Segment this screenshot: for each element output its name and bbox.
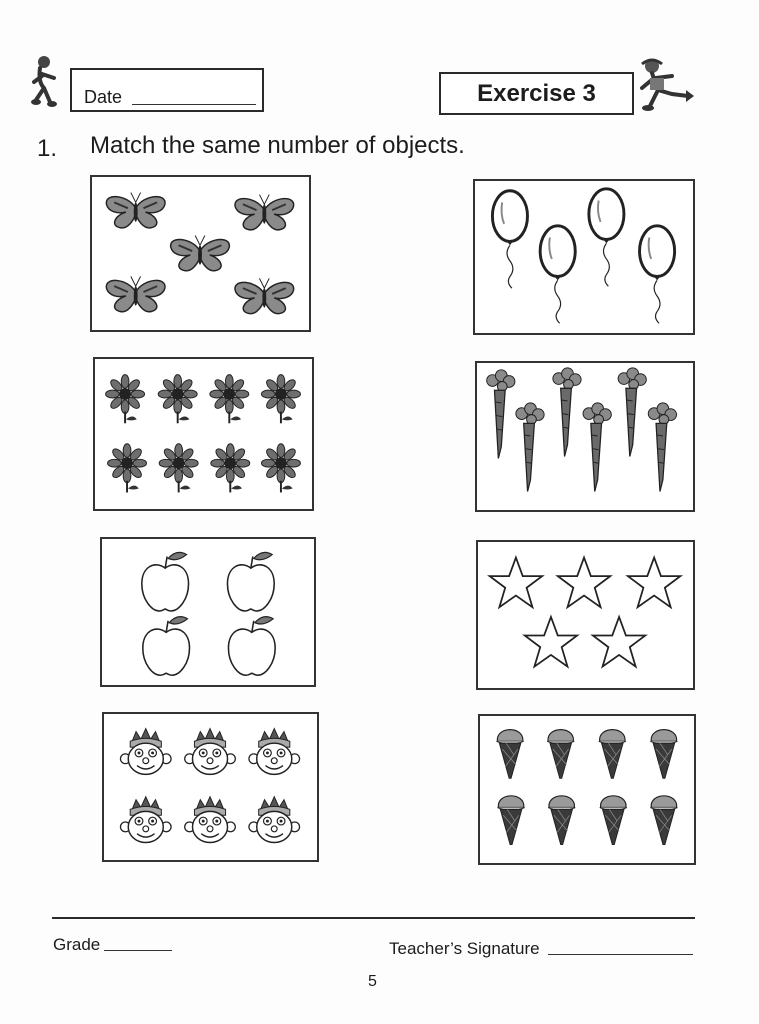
teacher-signature-label: Teacher’s Signature — [389, 939, 540, 958]
ice-cream-icon — [497, 796, 524, 845]
clown-face-icon — [120, 797, 171, 843]
star-group — [478, 542, 693, 688]
apple-icon — [142, 552, 189, 611]
clown-face-group — [104, 714, 317, 860]
sunflower-icon — [211, 444, 250, 493]
clown-face-icon — [249, 797, 300, 843]
carrot-icon — [648, 403, 676, 492]
ice-cream-group — [480, 716, 694, 863]
ice-cream-icon — [650, 796, 677, 845]
clown-face-icon — [120, 729, 171, 775]
carrot-icon — [487, 370, 515, 459]
apple-icon — [143, 617, 190, 676]
butterfly-icon — [171, 235, 230, 270]
carrot-icon — [516, 403, 544, 492]
running-kid-icon — [30, 52, 70, 112]
exercise-title: Exercise 3 — [439, 72, 634, 115]
ice-cream-icon — [599, 730, 626, 779]
ice-cream-icon — [548, 796, 575, 845]
butterfly-icon — [235, 195, 294, 230]
carrot-icon — [583, 403, 611, 492]
sunflower-icon — [210, 375, 249, 424]
balloon-group — [475, 181, 693, 333]
balloon-icon — [492, 191, 527, 288]
balloon-icon — [540, 226, 575, 323]
butterfly-icon — [106, 276, 165, 311]
star-icon — [558, 558, 611, 608]
apple-icon — [227, 552, 274, 611]
date-write-line[interactable] — [132, 104, 256, 105]
butterfly-box[interactable] — [90, 175, 311, 332]
date-box — [70, 68, 264, 112]
sunflower-group — [95, 359, 312, 509]
carrot-icon — [618, 368, 646, 457]
ice-cream-icon — [496, 730, 523, 779]
star-box[interactable] — [476, 540, 695, 690]
teacher-signature-line[interactable] — [548, 954, 693, 955]
page-number: 5 — [368, 973, 377, 990]
sunflower-icon — [108, 444, 147, 493]
carrot-box[interactable] — [475, 361, 695, 512]
apple-group — [102, 539, 314, 685]
star-icon — [628, 558, 681, 608]
star-icon — [593, 617, 646, 667]
grade-write-line[interactable] — [104, 950, 172, 951]
butterfly-icon — [235, 278, 294, 313]
question-text: Match the same number of objects. — [90, 132, 465, 159]
grade-label: Grade — [53, 935, 101, 954]
ice-cream-box[interactable] — [478, 714, 696, 865]
running-girl-icon — [632, 56, 696, 112]
ice-cream-icon — [547, 730, 574, 779]
carrot-icon — [553, 368, 581, 457]
clown-face-icon — [249, 729, 300, 775]
apple-icon — [228, 617, 275, 676]
sunflower-icon — [261, 444, 300, 493]
sunflower-icon — [261, 375, 300, 424]
sunflower-icon — [159, 444, 198, 493]
clown-face-icon — [185, 797, 236, 843]
sunflower-icon — [106, 375, 145, 424]
balloon-icon — [640, 226, 675, 323]
question-number: 1. — [37, 135, 58, 162]
balloon-icon — [589, 189, 624, 286]
sunflower-box[interactable] — [93, 357, 314, 511]
ice-cream-icon — [600, 796, 627, 845]
footer-divider — [52, 917, 695, 919]
clown-face-box[interactable] — [102, 712, 319, 862]
butterfly-icon — [106, 193, 165, 228]
sunflower-icon — [158, 375, 197, 424]
apple-box[interactable] — [100, 537, 316, 687]
balloon-box[interactable] — [473, 179, 695, 335]
date-label: Date — [84, 87, 123, 107]
butterfly-group — [92, 177, 309, 330]
ice-cream-icon — [650, 730, 677, 779]
carrot-group — [477, 363, 693, 510]
star-icon — [525, 617, 578, 667]
star-icon — [490, 558, 543, 608]
clown-face-icon — [185, 729, 236, 775]
